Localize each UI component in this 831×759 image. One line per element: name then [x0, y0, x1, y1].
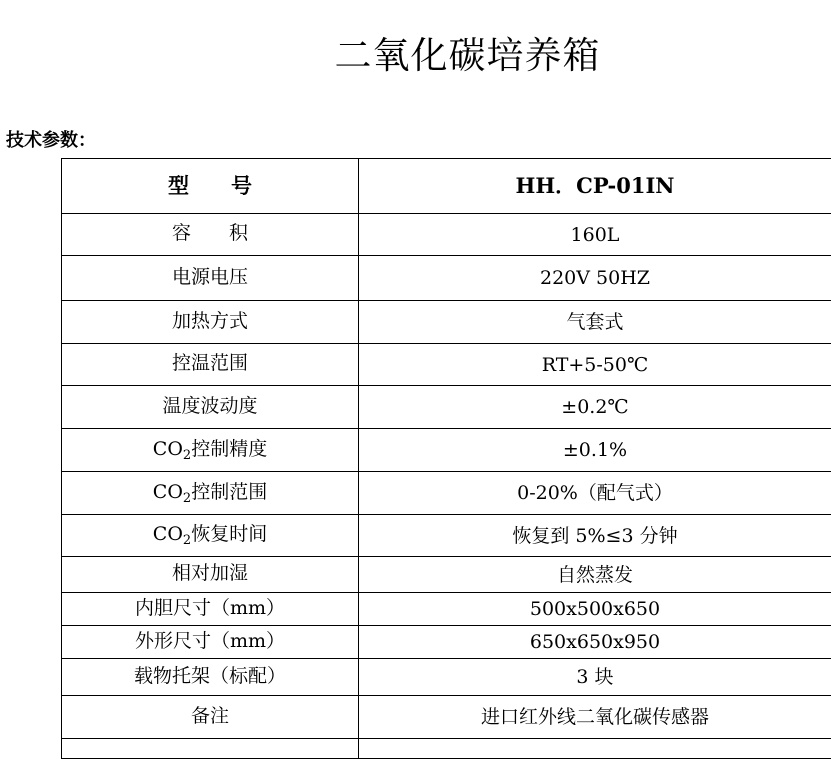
- param-label-suffix: 控制精度: [191, 438, 267, 460]
- param-label: 内胆尺寸（mm）: [135, 597, 285, 619]
- table-row: [62, 626, 831, 659]
- table-row: [62, 659, 831, 696]
- param-value-cell: 恢复到 5%≤3 分钟: [359, 515, 831, 557]
- param-value-cell: [359, 739, 831, 759]
- param-label-cell: [62, 256, 359, 301]
- table-row: [62, 696, 831, 739]
- param-label-cell: [62, 515, 359, 557]
- param-label: 备注: [191, 705, 229, 727]
- param-value-cell: 进口红外线二氧化碳传感器: [359, 696, 831, 739]
- param-label-suffix: 恢复时间: [191, 523, 267, 545]
- param-value-cell: 自然蒸发: [359, 557, 831, 593]
- param-label-cell: [62, 593, 359, 626]
- table-row: [62, 429, 831, 472]
- table-row: [62, 515, 831, 557]
- param-label-cell: [62, 696, 359, 739]
- param-label: 温度波动度: [162, 395, 257, 417]
- param-value-cell: 气套式: [359, 301, 831, 344]
- param-label-cell: [62, 557, 359, 593]
- param-value-cell: ±0.2℃: [359, 386, 831, 429]
- table-row: [62, 344, 831, 386]
- param-label: 容 积: [172, 222, 248, 244]
- param-label: 控温范围: [172, 352, 248, 374]
- table-row: [62, 386, 831, 429]
- param-label-cell: [62, 386, 359, 429]
- param-label-cell: [62, 429, 359, 472]
- param-label-cell: [62, 626, 359, 659]
- param-value-cell: 0-20%（配气式）: [359, 472, 831, 515]
- header-label-cell: 型 号: [62, 159, 359, 214]
- table-row: [62, 256, 831, 301]
- param-label: CO: [153, 523, 183, 545]
- param-label-cell: [62, 214, 359, 256]
- param-value-cell: 500x500x650: [359, 593, 831, 626]
- table-row: [62, 593, 831, 626]
- param-label-cell: [62, 659, 359, 696]
- param-label: 加热方式: [172, 310, 248, 332]
- param-label: CO: [153, 438, 183, 460]
- table-row: [62, 214, 831, 256]
- param-label: CO: [153, 481, 183, 503]
- param-value-cell: 3 块: [359, 659, 831, 696]
- param-label: 外形尺寸（mm）: [135, 630, 285, 652]
- param-label-subscript: 2: [183, 491, 191, 506]
- param-value-cell: RT+5-50℃: [359, 344, 831, 386]
- param-value-cell: 220V 50HZ: [359, 256, 831, 301]
- table-row: [62, 739, 831, 759]
- param-label: 相对加湿: [172, 562, 248, 584]
- param-value-cell: 160L: [359, 214, 831, 256]
- table-row: [62, 472, 831, 515]
- param-label: 电源电压: [172, 266, 248, 288]
- param-label-subscript: 2: [183, 533, 191, 548]
- document-title: 二氧化碳培养箱: [0, 30, 831, 82]
- param-label-cell: [62, 301, 359, 344]
- param-label: 载物托架（标配）: [134, 665, 286, 687]
- spec-table: [61, 158, 831, 759]
- header-value-cell: HH．CP-01IN: [359, 159, 831, 214]
- param-label-suffix: 控制范围: [191, 481, 267, 503]
- param-label-cell: [62, 739, 359, 759]
- param-label-cell: [62, 344, 359, 386]
- table-row: [62, 557, 831, 593]
- param-value-cell: 650x650x950: [359, 626, 831, 659]
- table-row: [62, 301, 831, 344]
- section-label: 技术参数：: [6, 128, 96, 154]
- param-label-cell: [62, 472, 359, 515]
- table-header-row: [62, 159, 831, 214]
- param-value-cell: ±0.1%: [359, 429, 831, 472]
- param-label-subscript: 2: [183, 448, 191, 463]
